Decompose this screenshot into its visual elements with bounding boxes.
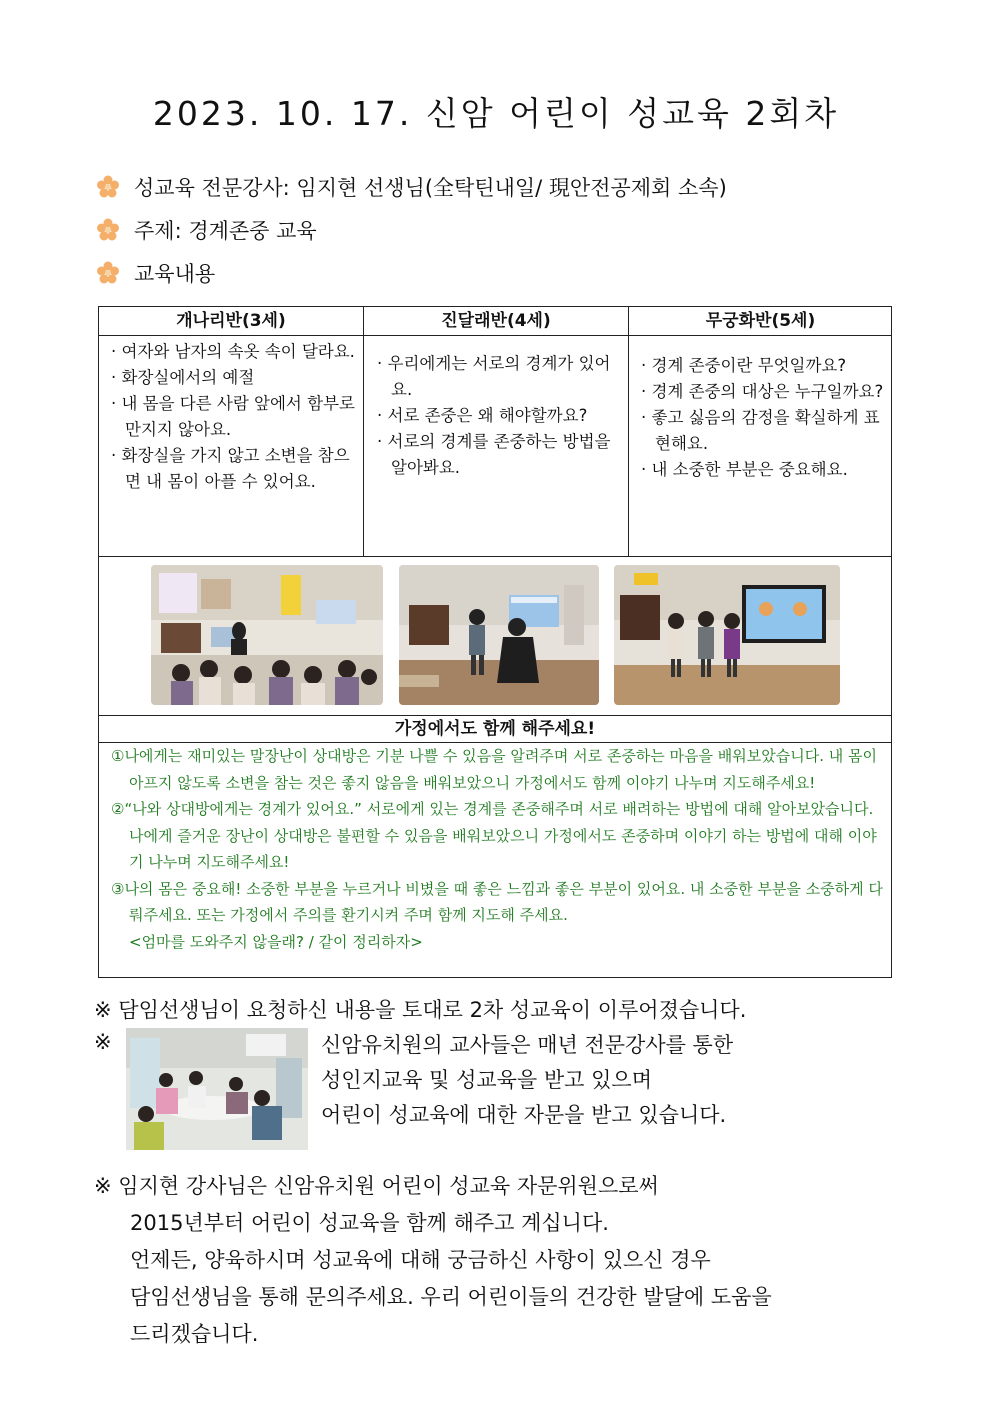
photo-class-demonstration bbox=[399, 565, 599, 705]
flower-icon bbox=[96, 218, 120, 242]
note-line: 언제든, 양육하시며 성교육에 대해 궁금하신 사항이 있으신 경우 bbox=[130, 1248, 711, 1272]
education-table bbox=[98, 306, 892, 978]
tip-item: ②“나와 상대방에게는 경계가 있어요.” 서로에게 있는 경계를 존중해주며 서로 배려하는 방법에 대해 알아보았습니다. 나에게 즐거운 장난이 상대방은 불편할 수 있음을 배워보았으니 가정에서도 존중하며 이야기 하는 방법에 대해 이야기 나누며 지도해주세요! bbox=[111, 800, 877, 871]
note-mark: ※ bbox=[94, 1030, 112, 1054]
list-item: · 좋고 싫음의 감정을 확실하게 표현해요. bbox=[641, 408, 880, 453]
note-line: 신암유치원의 교사들은 매년 전문강사를 통한 bbox=[321, 1033, 734, 1057]
photo-teacher-training bbox=[126, 1028, 308, 1150]
list-item: · 경계 존중이란 무엇일까요? bbox=[641, 356, 847, 375]
list-item: · 내 몸을 다른 사람 앞에서 함부로 만지지 않아요. bbox=[111, 394, 355, 439]
note-line: 어린이 성교육에 대한 자문을 받고 있습니다. bbox=[321, 1103, 727, 1127]
note-instructor-advisor bbox=[94, 1168, 772, 1353]
bullet-text: 성교육 전문강사: 임지현 선생님(全탁틴내일/ 現안전공제회 소속) bbox=[134, 176, 727, 200]
note-text: 담임선생님이 요청하신 내용을 토대로 2차 성교육이 이루어졌습니다. bbox=[118, 998, 747, 1022]
class-content-mugunghwa bbox=[637, 353, 887, 483]
note-line: 2015년부터 어린이 성교육을 함께 해주고 계십니다. bbox=[130, 1211, 609, 1235]
list-item: · 서로의 경계를 존중하는 방법을 알아봐요. bbox=[377, 432, 611, 477]
list-item: · 우리에게는 서로의 경계가 있어요. bbox=[377, 354, 611, 399]
note-line: 성인지교육 및 성교육을 받고 있으며 bbox=[321, 1068, 652, 1092]
bullet-text: 교육내용 bbox=[134, 262, 216, 286]
bullet-topic bbox=[96, 215, 317, 245]
flower-icon bbox=[96, 175, 120, 199]
note-line: 담임선생님을 통해 문의주세요. 우리 어린이들의 건강한 발달에 도움을 bbox=[130, 1285, 772, 1309]
tip-item: <엄마를 도와주지 않을래? / 같이 정리하자> bbox=[129, 932, 423, 951]
home-section-title: 가정에서도 함께 해주세요! bbox=[394, 719, 596, 739]
class-header-gaenari: 개나리반(3세) bbox=[176, 311, 286, 331]
flower-icon bbox=[96, 261, 120, 285]
tip-item: ①나에게는 재미있는 말장난이 상대방은 기분 나쁠 수 있음을 알려주며 서로 존중하는 마음을 배워보았습니다. 내 몸이 아프지 않도록 소변을 참는 것은 좋지 않음을 배워보았으니 가정에서도 함께 이야기 나누며 지도해주세요! bbox=[111, 747, 878, 792]
bullet-content bbox=[96, 258, 215, 288]
class-content-jindallae bbox=[373, 351, 621, 481]
list-item: · 화장실을 가지 않고 소변을 참으면 내 몸이 아플 수 있어요. bbox=[111, 446, 350, 491]
bullet-instructor bbox=[96, 172, 727, 202]
note-line: 임지현 강사님은 신암유치원 어린이 성교육 자문위원으로써 bbox=[118, 1174, 659, 1198]
list-item: · 화장실에서의 예절 bbox=[111, 368, 255, 387]
note-mark: ※ bbox=[94, 998, 112, 1022]
list-item: · 내 소중한 부분은 중요해요. bbox=[641, 460, 848, 479]
home-tips bbox=[109, 743, 885, 955]
bullet-text: 주제: 경계존중 교육 bbox=[134, 219, 317, 243]
note-line: 드리겠습니다. bbox=[130, 1322, 259, 1346]
class-header-jindallae: 진달래반(4세) bbox=[441, 311, 551, 331]
page-title: 2023. 10. 17. 신암 어린이 성교육 2회차 bbox=[152, 94, 840, 133]
class-content-gaenari bbox=[107, 339, 357, 495]
list-item: · 여자와 남자의 속옷 속이 달라요. bbox=[111, 342, 355, 361]
tip-item: ③나의 몸은 중요해! 소중한 부분을 누르거나 비볐을 때 좋은 느낌과 좋은 부분이 있어요. 내 소중한 부분을 소중하게 다뤄주세요. 또는 가정에서 주의를 환기시켜 주며 함께 지도해 주세요. bbox=[111, 879, 883, 924]
note-mark: ※ bbox=[94, 1174, 112, 1198]
list-item: · 서로 존중은 왜 해야할까요? bbox=[377, 406, 588, 425]
note-request bbox=[94, 994, 746, 1024]
photo-classroom-lecture bbox=[151, 565, 383, 705]
note-teacher-training bbox=[321, 1028, 733, 1133]
list-item: · 경계 존중의 대상은 누구일까요? bbox=[641, 382, 884, 401]
class-header-mugunghwa: 무궁화반(5세) bbox=[705, 311, 816, 331]
photo-children-presentation bbox=[614, 565, 840, 705]
